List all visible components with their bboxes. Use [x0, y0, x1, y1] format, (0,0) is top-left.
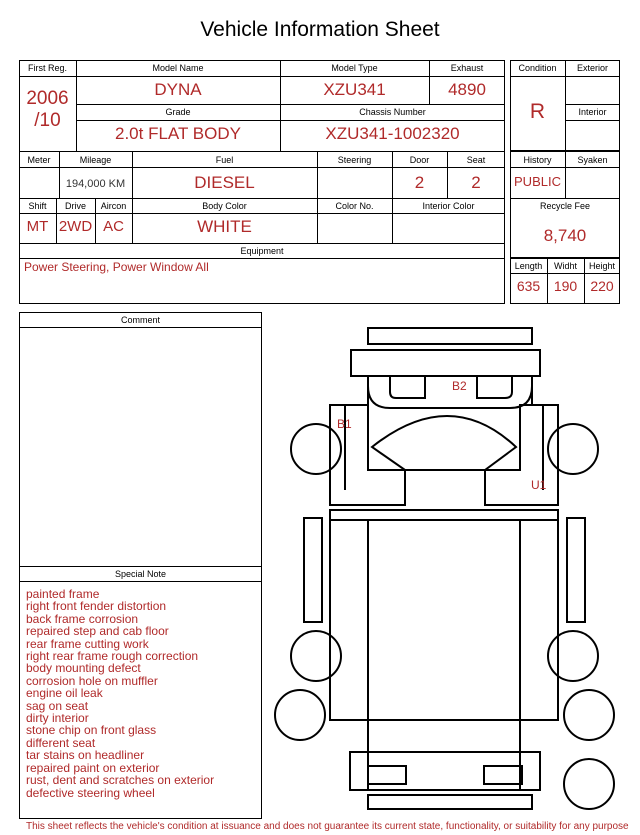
fuel-value: DIESEL [194, 173, 255, 192]
mark-b1: B1 [337, 417, 352, 431]
aircon-label: Aircon [100, 201, 127, 211]
list-item: rust, dent and scratches on exterior [26, 773, 215, 788]
list-item: repaired paint on exterior [26, 760, 160, 775]
list-item: right front fender distortion [26, 599, 167, 614]
list-item: rear frame cutting work [26, 636, 149, 651]
condition-label: Condition [518, 63, 557, 73]
door-label: Door [409, 155, 430, 165]
list-item: stone chip on front glass [26, 723, 157, 738]
condition-value: R [529, 100, 546, 123]
list-item: tar stains on headliner [26, 748, 145, 763]
wheel-front-left [291, 424, 341, 474]
wheel-rear-right-inner [548, 631, 598, 681]
height-value: 220 [590, 278, 614, 294]
wheel-rear-left-outer [275, 690, 325, 740]
first-reg-year: 2006 [26, 88, 69, 109]
model-type-value: XZU341 [323, 80, 386, 99]
mileage-value: 194,000 KM [65, 178, 126, 190]
history-value: PUBLIC [514, 174, 561, 189]
model-type-label: Model Type [331, 63, 378, 73]
shift-label: Shift [28, 201, 47, 211]
width-label: Widht [553, 261, 577, 271]
shift-value: MT [26, 218, 49, 235]
grade-label: Grade [165, 107, 191, 117]
comment-label: Comment [120, 315, 160, 325]
model-name-label: Model Name [152, 63, 204, 73]
grade-value: 2.0t FLAT BODY [115, 124, 241, 143]
drive-value: 2WD [58, 218, 93, 235]
body-color-label: Body Color [202, 201, 247, 211]
wheel-rear-left-inner [291, 631, 341, 681]
chassis-number-value: XZU341-1002320 [325, 124, 460, 143]
mileage-label: Mileage [79, 155, 112, 165]
list-item: body mounting defect [26, 661, 141, 676]
recycle-fee-value: 8,740 [543, 226, 587, 245]
recycle-fee-label: Recycle Fee [539, 201, 591, 211]
mark-b2: B2 [452, 379, 467, 393]
interior-label: Interior [578, 107, 607, 117]
windshield [372, 416, 516, 470]
fuel-label: Fuel [215, 155, 234, 165]
cargo-bed [330, 510, 558, 720]
first-reg-label: First Reg. [27, 63, 67, 73]
page-title: Vehicle Information Sheet [200, 18, 440, 41]
color-no-label: Color No. [335, 201, 374, 211]
right-side-rail [567, 518, 585, 622]
front-bumper [368, 328, 532, 344]
first-reg-month: /10 [34, 110, 61, 131]
spare-wheel [564, 759, 614, 809]
special-notes-list [26, 588, 258, 799]
list-item: back frame corrosion [26, 611, 139, 626]
chassis-number-label: Chassis Number [359, 107, 426, 117]
steering-label: Steering [337, 155, 372, 165]
list-item: repaired step and cab floor [26, 624, 169, 639]
list-item: engine oil leak [26, 686, 103, 701]
seat-value: 2 [471, 173, 481, 192]
aircon-value: AC [103, 218, 124, 235]
meter-label: Meter [27, 155, 51, 165]
length-value: 635 [516, 278, 541, 294]
door-value: 2 [414, 173, 425, 192]
width-value: 190 [553, 278, 578, 294]
body-color-value: WHITE [197, 217, 252, 236]
truck-condition-diagram [270, 318, 630, 818]
special-note-label: Special Note [114, 569, 167, 579]
exhaust-value: 4890 [448, 80, 486, 99]
list-item: painted frame [26, 587, 100, 601]
right-door [485, 405, 558, 505]
wheel-rear-right-outer [564, 690, 614, 740]
cab-body [368, 376, 532, 408]
left-side-rail [304, 518, 322, 622]
list-item: sag on seat [26, 698, 89, 713]
drive-label: Drive [64, 201, 86, 211]
list-item: right rear frame rough correction [26, 649, 199, 664]
length-label: Length [514, 261, 543, 271]
height-label: Height [588, 261, 615, 271]
history-label: History [523, 155, 552, 165]
syaken-label: Syaken [577, 155, 608, 165]
equipment-label: Equipment [240, 246, 284, 256]
exterior-label: Exterior [576, 63, 608, 73]
wheel-front-right [548, 424, 598, 474]
list-item: defective steering wheel [26, 785, 155, 800]
seat-label: Seat [466, 155, 486, 165]
mark-u1: U1 [531, 478, 547, 492]
exhaust-label: Exhaust [450, 63, 484, 73]
list-item: dirty interior [26, 711, 89, 726]
equipment-value: Power Steering, Power Window All [24, 260, 209, 274]
rear-bumper [368, 795, 532, 809]
list-item: different seat [26, 735, 96, 750]
model-name-value: DYNA [154, 80, 202, 99]
interior-color-label: Interior Color [422, 201, 475, 211]
front-panel [351, 350, 540, 376]
footer-disclaimer: This sheet reflects the vehicle's condition at issuance and does not guarantee its current state, functionality, or suitability for any purpose [26, 821, 629, 832]
list-item: corrosion hole on muffler [26, 673, 158, 688]
